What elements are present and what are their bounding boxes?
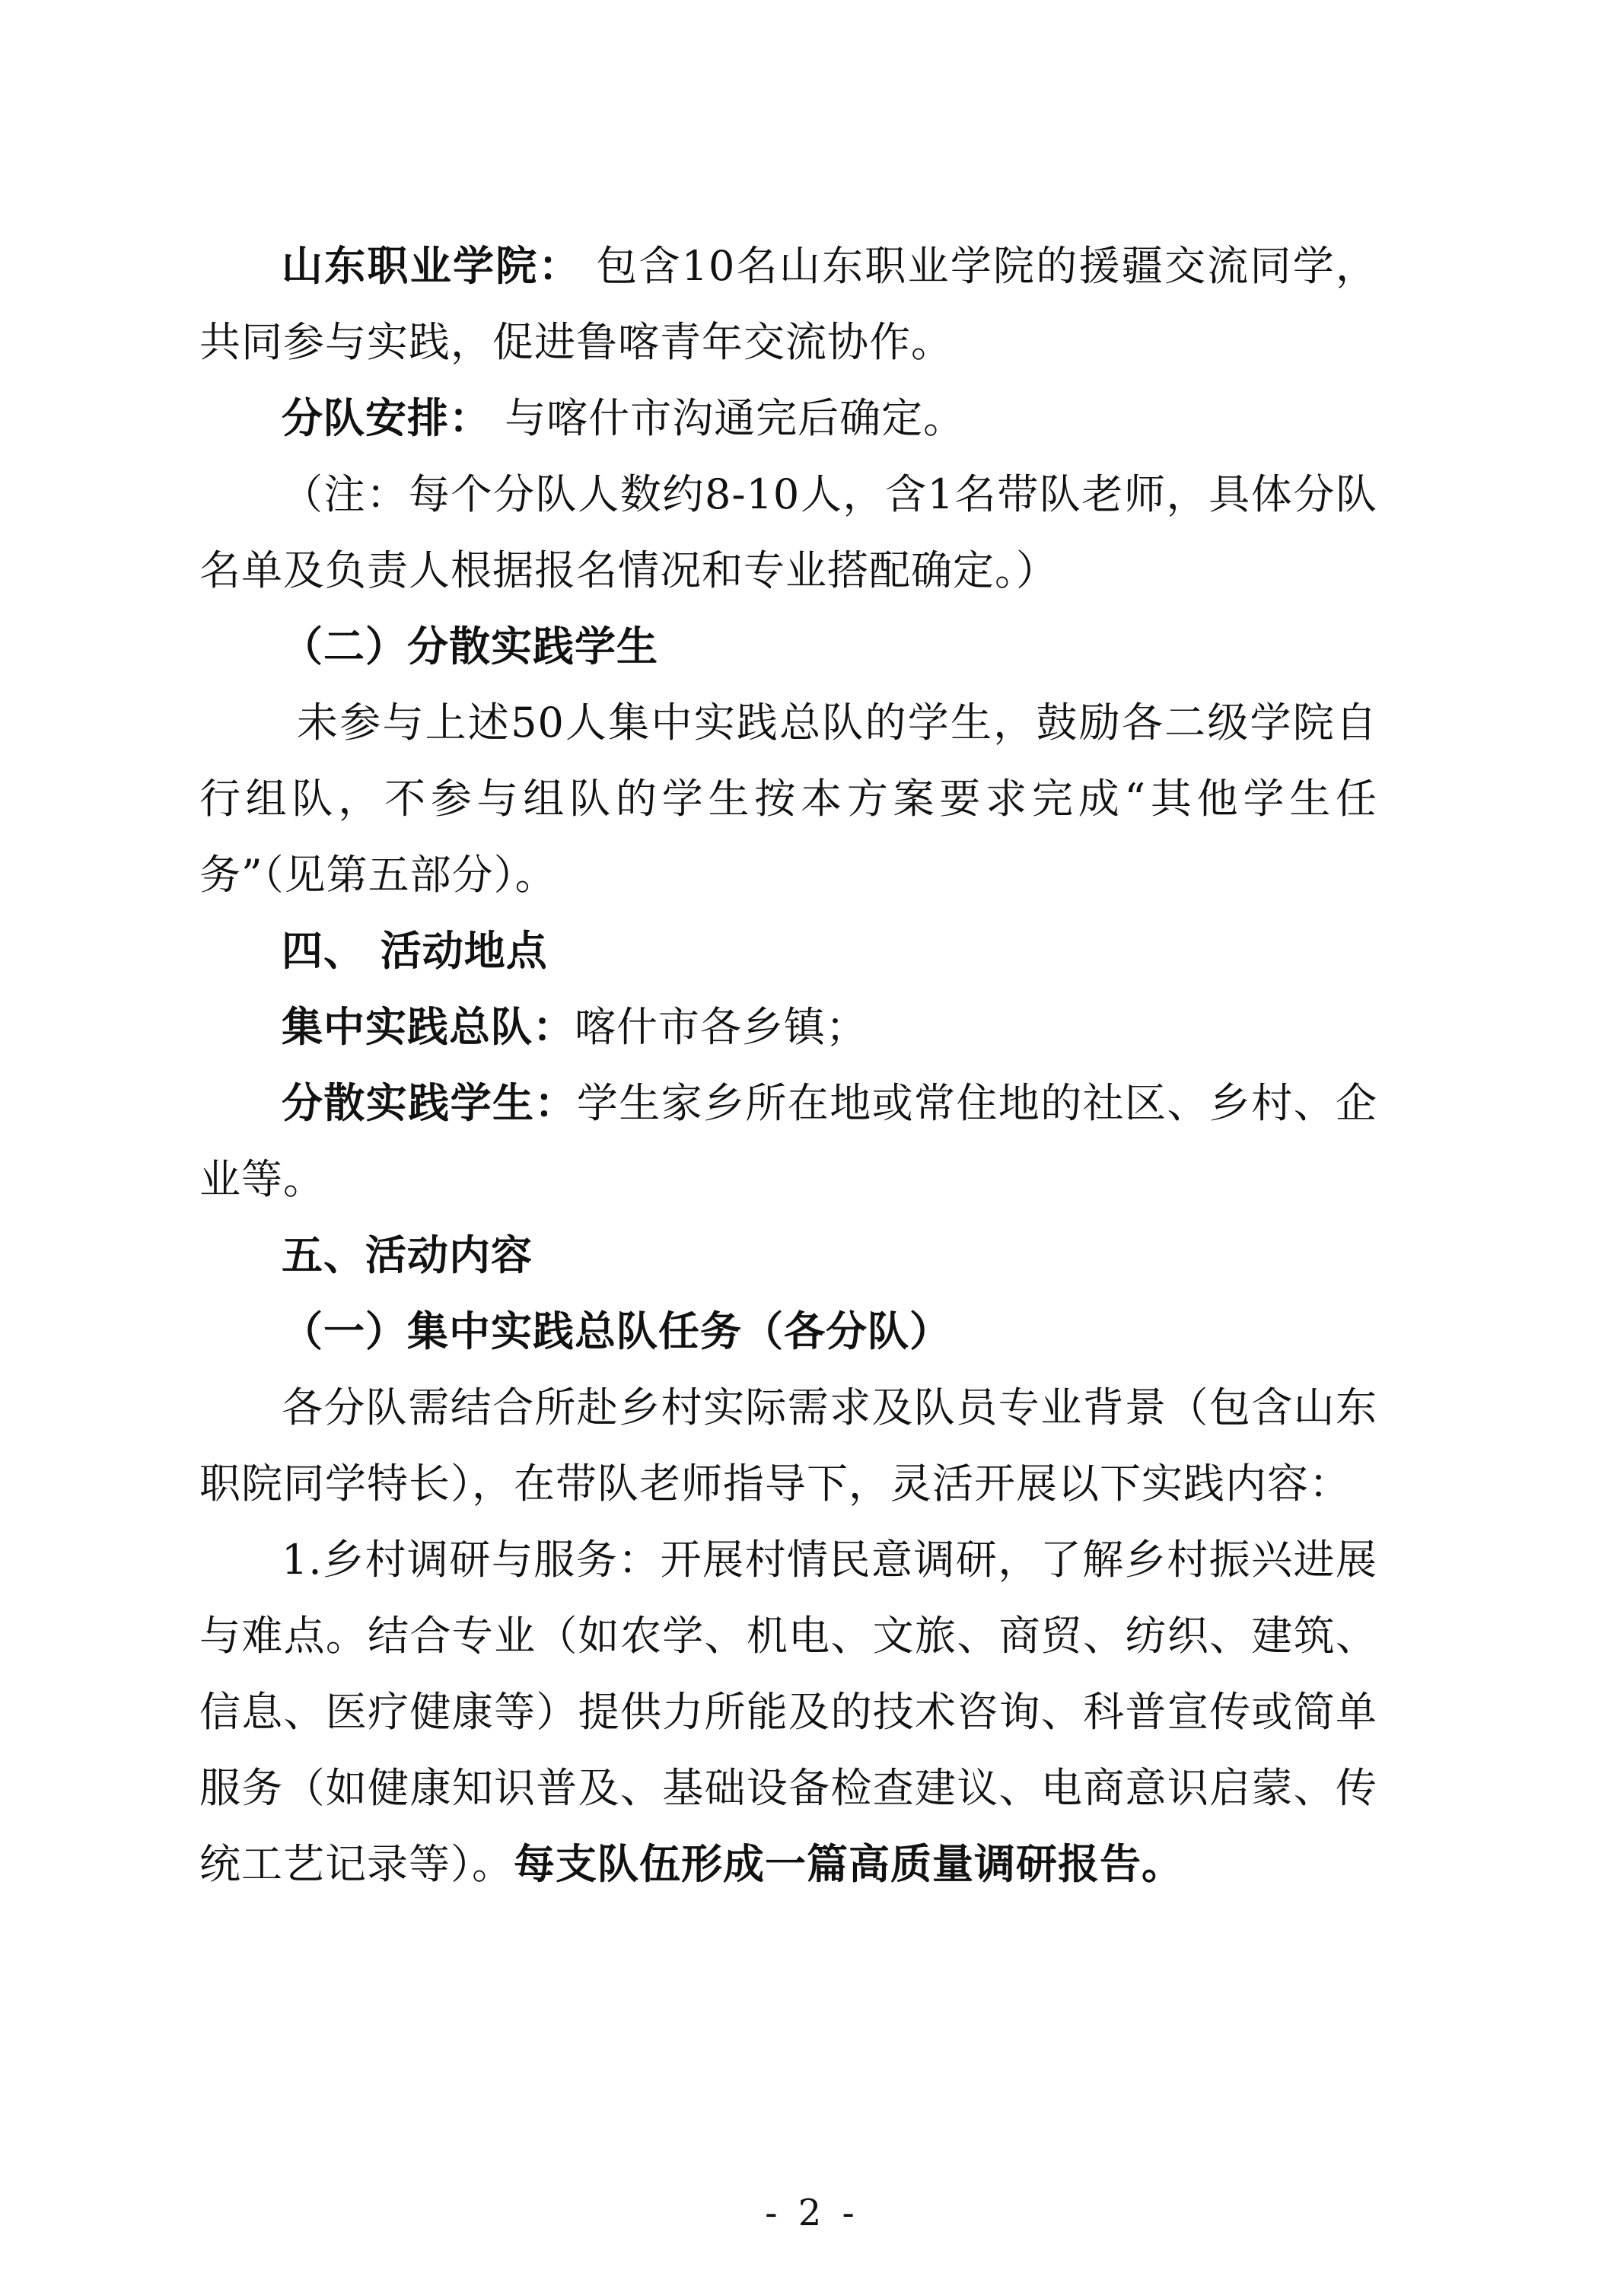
label-dispersed-students: 分散实践学生： [282,1079,577,1127]
label-shandong-college: 山东职业学院： [282,242,581,290]
document-body [199,228,1377,1902]
text-team-arrangement: 与喀什市沟通完后确定。 [491,394,966,442]
heading-activity-content: 五、活动内容 [282,1231,533,1279]
text-dispersed-location: 学生家乡所在地或常住地的社区、乡村、企业等。 [199,1079,1378,1203]
text-shandong-college: 包含10名山东职业学院的援疆交流同学，共同参与实践，促进鲁喀青年交流协作。 [199,242,1377,366]
heading-activity-location: 四、 活动地点 [282,927,548,975]
paragraph-shandong-college [199,228,1377,380]
paragraph-team-arrangement [199,380,1377,457]
heading-dispersed-students: （二）分散实践学生 [282,622,658,670]
heading-central-team-tasks: （一）集中实践总队任务（各分队） [282,1307,951,1355]
paragraph-rural-research [199,1522,1377,1902]
text-central-team-location: 喀什市各乡镇； [575,1003,868,1051]
page-number: - 2 - [765,2192,859,2234]
paragraph-team-tasks-intro: 各分队需结合所赴乡村实际需求及队员专业背景（包含山东职院同学特长），在带队老师指导下，灵活开展以下实践内容： [199,1383,1377,1508]
paragraph-dispersed-students: 未参与上述50人集中实践总队的学生，鼓励各二级学院自行组队，不参与组队的学生按本方案要求完成“其他学生任务”（见第五部分）。 [199,699,1377,899]
paragraph-dispersed-location [199,1065,1377,1218]
paragraph-note: （注：每个分队人数约8-10人，含1名带队老师，具体分队名单及负责人根据报名情况和专业搭配确定。） [199,470,1377,594]
label-central-team: 集中实践总队： [282,1003,575,1051]
text-rural-research: 1.乡村调研与服务：开展村情民意调研，了解乡村振兴进展与难点。结合专业（如农学、机电、文旅、商贸、纺织、建筑、信息、医疗健康等）提供力所能及的技术咨询、科普宣传或简单服务（如健康知识普及、基础设备检查建议、电商意识启蒙、传统工艺记录等）。 [199,1536,1377,1888]
paragraph-central-team-location [199,989,1377,1065]
label-team-arrangement: 分队安排： [282,394,491,442]
text-report-requirement: 每支队伍形成一篇高质量调研报告。 [514,1840,1183,1888]
